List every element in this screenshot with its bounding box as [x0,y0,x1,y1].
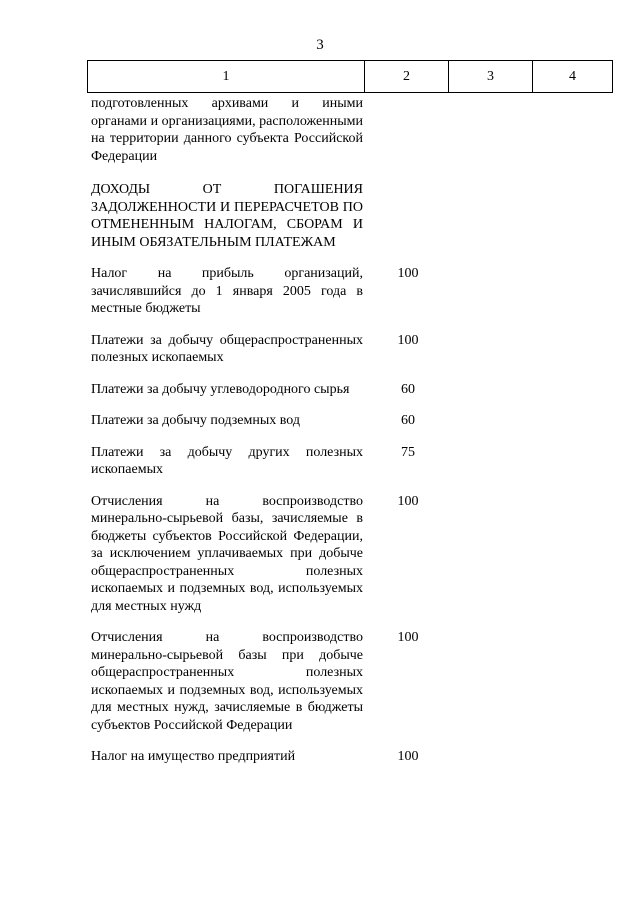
row-value-col2: 100 [397,332,419,348]
row-value-col2: 100 [397,630,419,645]
table-row [0,493,640,616]
table-row [0,629,640,734]
row-description: Платежи за добычу подземных вод [91,413,301,428]
row-description: Платежи за добычу общераспространенных полезных ископаемых [91,332,363,365]
row-description: Отчисления на воспроизводство минерально-сырьевой базы при добыче общераспространенных полезных ископаемых и подземных вод, используемых для местных нужд, зачисляемые в бюджеты субъектов Российской Федерации [91,630,363,733]
row-description: Налог на имущество предприятий [91,749,296,764]
table-row [0,265,640,318]
row-value-col2: 100 [397,749,419,764]
row-description: Платежи за добычу других полезных ископаемых [91,444,363,477]
table-row [0,412,640,430]
column-header-3: 3 [449,61,533,93]
section-heading: ДОХОДЫ ОТ ПОГАШЕНИЯ ЗАДОЛЖЕННОСТИ И ПЕРЕРАСЧЕТОВ ПО ОТМЕНЕННЫМ НАЛОГАМ, СБОРАМ И ИНЫМ ОБЯЗАТЕЛЬНЫМ ПЛАТЕЖАМ [91,182,363,250]
row-description: Отчисления на воспроизводство минерально-сырьевой базы, зачисляемые в бюджеты субъектов Российской Федерации, за исключением уплачиваемых при добыче общераспространенных полезных ископаемых и подземных вод, используемых для местных нужд [91,493,363,614]
row-description: Налог на прибыль организаций, зачислявшийся до 1 января 2005 года в местные бюджеты [91,266,363,316]
table-row [0,381,640,399]
row-value-col2: 75 [401,444,415,460]
row-value-col2: 100 [397,266,419,281]
column-header-4: 4 [533,61,613,93]
table-row [0,332,640,367]
table-body [0,95,640,780]
row-description: Платежи за добычу углеводородного сырья [91,381,350,397]
row-value-col2: 60 [401,413,415,428]
table-row [0,444,640,479]
table-row [0,181,640,251]
column-header-1: 1 [88,61,365,93]
row-value-col2: 60 [401,381,415,397]
table-row [0,95,640,165]
column-header-2: 2 [365,61,449,93]
table-row [0,748,640,766]
row-description: подготовленных архивами и иными органами и организациями, расположенными на территории данного субъекта Российской Федерации [91,96,363,164]
row-value-col2: 100 [397,493,419,509]
column-header-table [87,60,613,93]
page-number: 3 [316,37,324,53]
